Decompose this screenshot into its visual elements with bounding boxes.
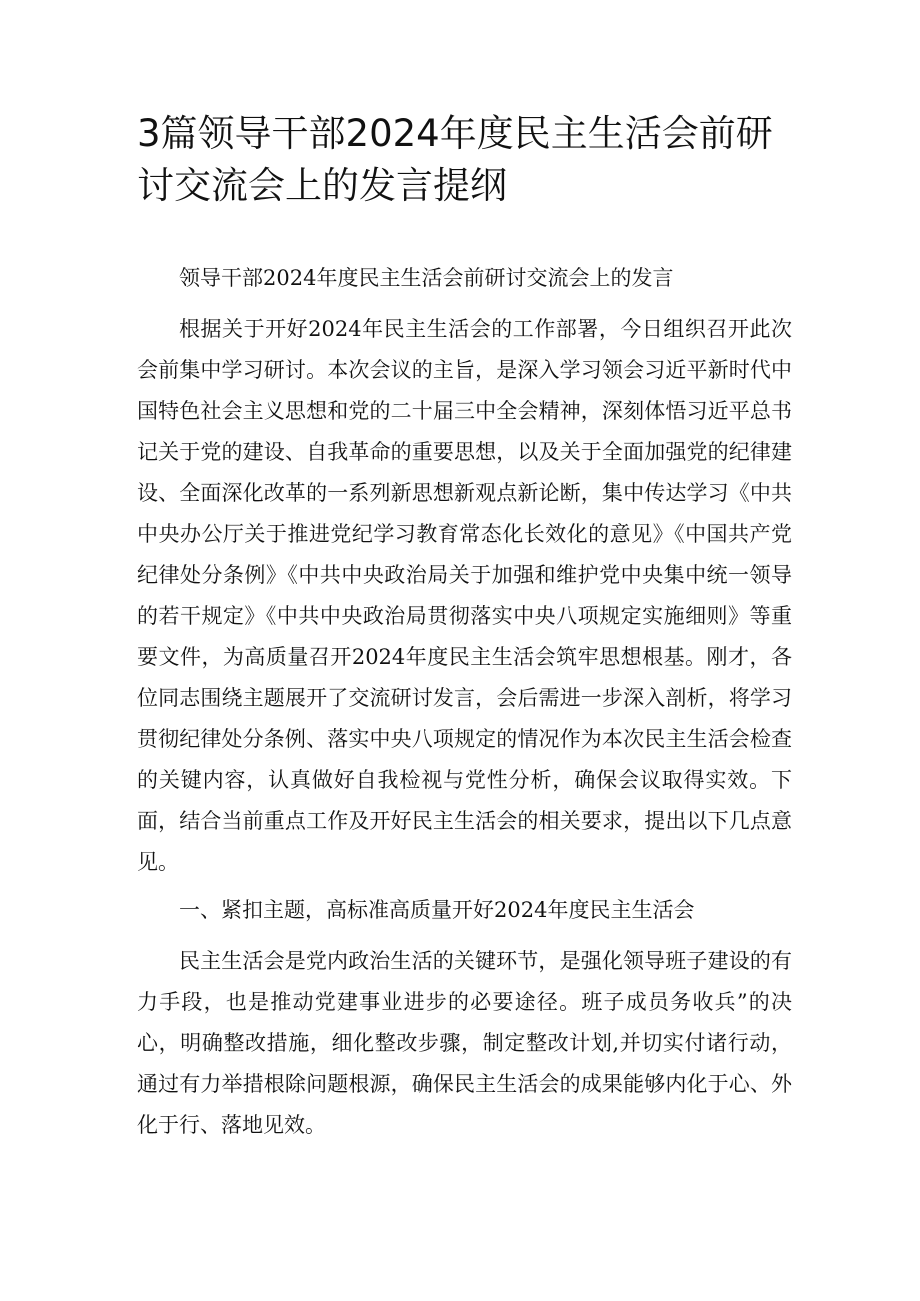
document-title: 3篇领导干部2024年度民主生活会前研讨交流会上的发言提纲 — [137, 112, 773, 207]
section-1-paragraph: 民主生活会是党内政治生活的关键环节，是强化领导班子建设的有力手段，也是推动党建事业进步的必要途径。班子成员务收兵”的决心，明确整改措施，细化整改步骤，制定整改计划,并切实付诸行动，通过有力举措根除问题根源，确保民主生活会的成果能够内化于心、外化于行、落地见效。 — [137, 949, 792, 1137]
speech-subtitle: 领导干部2024年度民主生活会前研讨交流会上的发言 — [179, 266, 674, 290]
opening-paragraph: 根据关于开好2024年民主生活会的工作部署，今日组织召开此次会前集中学习研讨。本次会议的主旨，是深入学习领会习近平新时代中国特色社会主义思想和党的二十届三中全会精神，深刻体悟习近平总书记关于党的建设、自我革命的重要思想，以及关于全面加强党的纪律建设、全面深化改革的一系列新思想新观点新论断，集中传达学习《中共中央办公厅关于推进党纪学习教育常态化长效化的意见》《中国共产党纪律处分条例》《中共中央政治局关于加强和维护党中央集中统一领导的若干规定》《中共中央政治局贯彻落实中央八项规定实施细则》等重要文件，为高质量召开2024年度民主生活会筑牢思想根基。刚才，各位同志围绕主题展开了交流研讨发言，会后需进一步深入剖析，将学习贯彻纪律处分条例、落实中央八项规定的情况作为本次民主生活会检查的关键内容，认真做好自我检视与党性分析，确保会议取得实效。下面，结合当前重点工作及开好民主生活会的相关要求，提出以下几点意见。 — [137, 317, 792, 874]
section-heading-1: 一、紧扣主题，高标准高质量开好2024年度民主生活会 — [179, 898, 695, 922]
document-body — [137, 258, 792, 1153]
